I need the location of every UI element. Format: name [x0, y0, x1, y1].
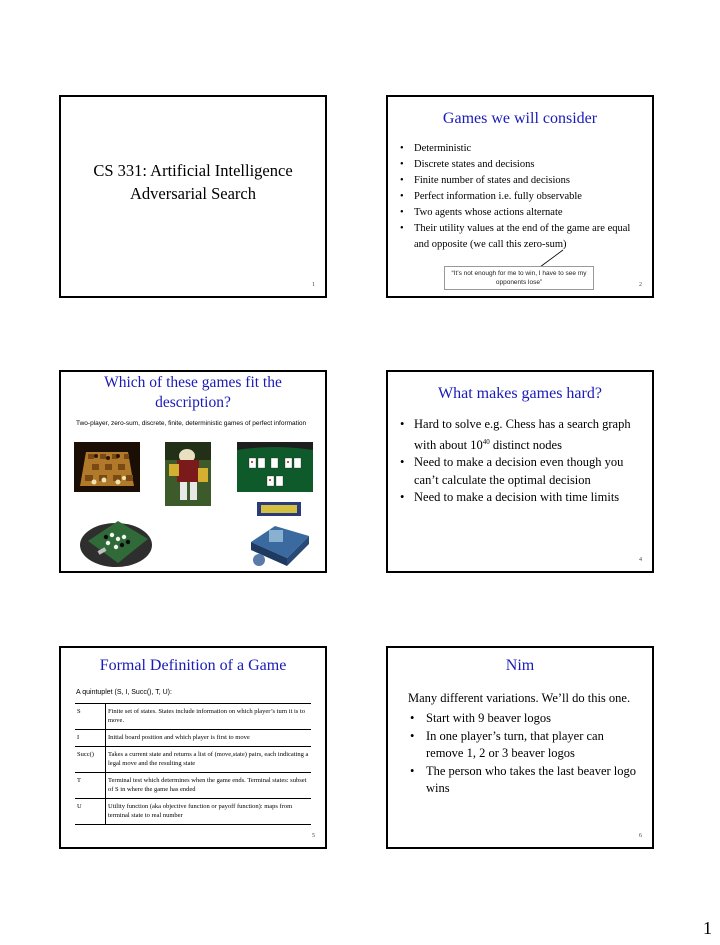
slide-5-intro: A quintuplet (S, I, Succ(), T, U): — [76, 689, 172, 696]
slide-5 — [59, 646, 327, 849]
slide-number: 2 — [639, 282, 642, 288]
slide-4 — [386, 370, 654, 573]
slide-4-title: What makes games hard? — [438, 385, 602, 402]
slide-2-title: Games we will consider — [442, 110, 598, 127]
page-number: 1 — [703, 918, 712, 938]
slide-3 — [59, 370, 327, 573]
table-row — [75, 730, 311, 747]
list-item: • Their utility values at the end of the game are equal and opposite (we call this zero-sum) — [398, 221, 643, 253]
chess-image — [74, 442, 140, 492]
slide-2 — [386, 95, 654, 298]
slide-4-bullets — [398, 416, 643, 507]
list-item: • Need to make a decision even though you can’t calculate the optimal decision — [398, 454, 643, 489]
slide-3-title: Which of these games fit the description? — [104, 374, 282, 411]
slide-3-subtitle: Two-player, zero-sum, discrete, finite, deterministic games of perfect information — [76, 420, 307, 427]
list-item: • Two agents whose actions alternate — [398, 205, 643, 221]
definition-table — [75, 703, 311, 825]
list-item: • The person who takes the last beaver logo wins — [408, 763, 643, 798]
table-value: Initial board position and which player is first to move — [106, 730, 312, 747]
table-row — [75, 704, 311, 730]
table-value: Finite set of states. States include information on which player’s turn it is to move. — [106, 704, 312, 730]
table-row — [75, 799, 311, 825]
slide-1-title-line2: Adversarial Search — [130, 184, 256, 203]
othello-image — [78, 515, 154, 569]
table-key: S — [75, 704, 106, 730]
table-key: T — [75, 773, 106, 799]
slide-1-title-line1: CS 331: Artificial Intelligence — [93, 161, 293, 180]
football-image — [165, 442, 211, 506]
table-value: Terminal test which determines when the game ends. Terminal states: subset of S in where the game has ended — [106, 773, 312, 799]
list-item: • Start with 9 beaver logos — [408, 710, 643, 728]
slide-number: 5 — [312, 833, 315, 839]
table-value: Takes a current state and returns a list of (move,state) pairs, each indicating a legal move and the resulting state — [106, 747, 312, 773]
list-item: • Deterministic — [398, 141, 643, 157]
slide-6-bullets — [408, 710, 643, 798]
bullet-1-text: Hard to solve e.g. Chess has a search graph with about 10 — [414, 417, 631, 452]
slide-1 — [59, 95, 327, 298]
slide-6-intro: Many different variations. We’ll do this one. — [408, 691, 631, 705]
slide-5-title: Formal Definition of a Game — [99, 657, 287, 674]
slide-number: 1 — [312, 282, 315, 288]
bullet-1-exponent: 40 — [482, 437, 490, 446]
slide-number: 4 — [639, 557, 642, 563]
poker-image — [237, 442, 313, 492]
list-item: • Discrete states and decisions — [398, 157, 643, 173]
list-item — [398, 416, 643, 454]
list-item: • Need to make a decision with time limits — [398, 489, 643, 507]
slide-number: 6 — [639, 833, 642, 839]
table-row — [75, 747, 311, 773]
bullet-1-suffix: distinct nodes — [489, 437, 562, 452]
table-key: U — [75, 799, 106, 825]
table-key: Succ() — [75, 747, 106, 773]
table-row — [75, 773, 311, 799]
list-item: • In one player’s turn, that player can remove 1, 2 or 3 beaver logos — [408, 728, 643, 763]
list-item: • Perfect information i.e. fully observable — [398, 189, 643, 205]
table-key: I — [75, 730, 106, 747]
slide-6-title: Nim — [505, 657, 535, 674]
table-value: Utility function (aka objective function or payoff function): maps from terminal state to real number — [106, 799, 312, 825]
slide-6 — [386, 646, 654, 849]
list-item: • Finite number of states and decisions — [398, 173, 643, 189]
battleship-image — [247, 500, 313, 570]
quote-callout: “It’s not enough for me to win, I have to see my opponents lose” — [444, 266, 594, 290]
